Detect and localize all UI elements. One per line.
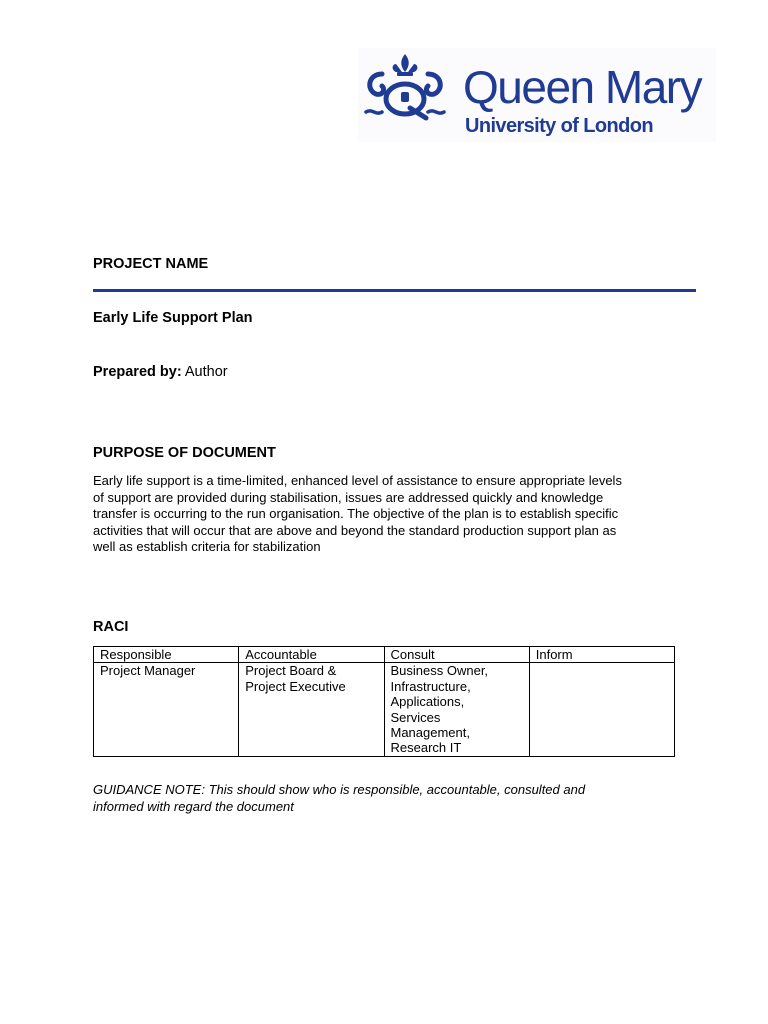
guidance-note xyxy=(93,782,585,815)
crest-icon xyxy=(360,52,450,122)
prepared-by-line xyxy=(93,364,228,380)
purpose-line: Early life support is a time-limited, enhanced level of assistance to ensure appropriate levels xyxy=(93,473,622,488)
document-title: Early Life Support Plan xyxy=(93,310,253,326)
project-name-heading: PROJECT NAME xyxy=(93,256,209,272)
cell-line: Business Owner, xyxy=(390,663,489,679)
raci-header-row xyxy=(94,647,675,663)
raci-header-consult: Consult xyxy=(384,647,529,663)
purpose-heading: PURPOSE OF DOCUMENT xyxy=(93,445,276,461)
purpose-line: activities that will occur that are above and beyond the standard production support plan as xyxy=(93,522,617,538)
cell-line: Applications, xyxy=(390,694,465,710)
raci-cell-inform xyxy=(529,663,674,756)
raci-table xyxy=(93,646,675,757)
cell-line: Infrastructure, xyxy=(390,678,471,694)
cell-line: Research IT xyxy=(390,740,462,756)
raci-cell-accountable xyxy=(239,663,384,756)
raci-header-accountable: Accountable xyxy=(239,647,384,663)
purpose-paragraph xyxy=(93,473,683,556)
purpose-line: transfer is occurring to the run organisation. The objective of the plan is to establish specific xyxy=(93,506,619,522)
purpose-line: of support are provided during stabilisation, issues are addressed quickly and knowledge xyxy=(93,489,604,505)
logo-subtitle: University of London xyxy=(465,115,654,137)
raci-cell-consult xyxy=(384,663,529,756)
raci-header-inform: Inform xyxy=(529,647,674,663)
university-logo xyxy=(358,48,716,142)
raci-header-responsible: Responsible xyxy=(94,647,239,663)
raci-cell-responsible xyxy=(94,663,239,756)
cell-line: Project Manager xyxy=(100,663,196,679)
prepared-by-label: Prepared by: xyxy=(93,364,182,380)
prepared-by-value: Author xyxy=(184,364,228,380)
purpose-line: well as establish criteria for stabilization xyxy=(93,539,321,555)
guidance-line: GUIDANCE NOTE: This should show who is responsible, accountable, consulted and xyxy=(93,782,586,797)
divider-rule xyxy=(93,289,696,292)
cell-line: Management, xyxy=(390,725,470,741)
cell-line: Project Executive xyxy=(245,678,346,694)
guidance-line: informed with regard the document xyxy=(93,798,294,814)
logo-wordmark: Queen Mary xyxy=(463,61,702,113)
raci-heading: RACI xyxy=(93,619,129,635)
raci-row xyxy=(94,663,675,756)
cell-line: Services xyxy=(390,709,441,725)
cell-line: Project Board & xyxy=(245,663,337,679)
